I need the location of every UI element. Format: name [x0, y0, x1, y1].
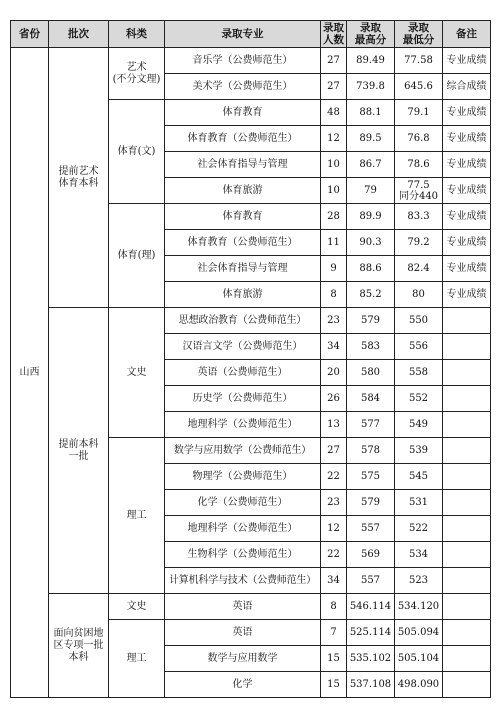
major-cell: 地理科学（公费师范生） — [165, 412, 321, 438]
max-score-cell: 86.7 — [347, 152, 395, 178]
major-cell: 体育教育 — [165, 100, 321, 126]
major-cell: 汉语言文学（公费师范生） — [165, 334, 321, 360]
category-cell: 文史 — [109, 308, 165, 438]
admission-table — [10, 20, 491, 698]
note-cell — [443, 490, 491, 516]
count-cell: 10 — [321, 178, 347, 204]
category-cell: 体育(理) — [109, 204, 165, 308]
note-cell: 专业成绩 — [443, 48, 491, 74]
min-score-cell: 82.4 — [395, 256, 443, 282]
count-cell: 9 — [321, 256, 347, 282]
note-cell — [443, 464, 491, 490]
count-cell: 12 — [321, 516, 347, 542]
min-score-cell: 645.6 — [395, 74, 443, 100]
note-cell — [443, 568, 491, 594]
min-score-cell: 78.6 — [395, 152, 443, 178]
count-cell: 22 — [321, 464, 347, 490]
major-cell: 英语 — [165, 620, 321, 646]
max-score-cell: 578 — [347, 438, 395, 464]
min-score-cell: 549 — [395, 412, 443, 438]
min-score-cell: 498.090 — [395, 672, 443, 698]
min-score-cell: 523 — [395, 568, 443, 594]
major-cell: 体育教育（公费师范生） — [165, 126, 321, 152]
max-score-cell: 546.114 — [347, 594, 395, 620]
min-score-cell: 83.3 — [395, 204, 443, 230]
major-cell: 社会体育指导与管理 — [165, 256, 321, 282]
batch-cell: 提前艺术 体育本科 — [49, 48, 109, 308]
count-cell: 8 — [321, 282, 347, 308]
count-cell: 27 — [321, 438, 347, 464]
major-cell: 社会体育指导与管理 — [165, 152, 321, 178]
max-score-cell: 537.108 — [347, 672, 395, 698]
count-cell: 10 — [321, 152, 347, 178]
max-score-cell: 569 — [347, 542, 395, 568]
note-cell — [443, 360, 491, 386]
note-cell: 综合成绩 — [443, 74, 491, 100]
min-score-cell: 552 — [395, 386, 443, 412]
major-cell: 体育教育 — [165, 204, 321, 230]
header-province: 省份 — [11, 21, 49, 48]
category-cell: 理工 — [109, 620, 165, 698]
max-score-cell: 583 — [347, 334, 395, 360]
note-cell: 专业成绩 — [443, 152, 491, 178]
major-cell: 化学 — [165, 672, 321, 698]
max-score-cell: 584 — [347, 386, 395, 412]
max-score-cell: 90.3 — [347, 230, 395, 256]
table-row — [11, 594, 491, 620]
note-cell — [443, 542, 491, 568]
category-cell: 体育(文) — [109, 100, 165, 204]
table-row — [11, 308, 491, 334]
count-cell: 11 — [321, 230, 347, 256]
major-cell: 数学与应用数学 — [165, 646, 321, 672]
note-cell: 专业成绩 — [443, 282, 491, 308]
max-score-cell: 525.114 — [347, 620, 395, 646]
min-score-cell: 539 — [395, 438, 443, 464]
max-score-cell: 577 — [347, 412, 395, 438]
min-score-cell: 505.104 — [395, 646, 443, 672]
min-score-cell: 80 — [395, 282, 443, 308]
header-max-score: 录取 最高分 — [347, 21, 395, 48]
min-score-cell: 77.58 — [395, 48, 443, 74]
note-cell: 专业成绩 — [443, 204, 491, 230]
major-cell: 生物科学（公费师范生） — [165, 542, 321, 568]
note-cell — [443, 516, 491, 542]
major-cell: 物理学（公费师范生） — [165, 464, 321, 490]
min-score-cell: 79.1 — [395, 100, 443, 126]
note-cell — [443, 438, 491, 464]
major-cell: 计算机科学与技术（公费师范生） — [165, 568, 321, 594]
max-score-cell: 580 — [347, 360, 395, 386]
min-score-cell: 522 — [395, 516, 443, 542]
major-cell: 化学（公费师范生） — [165, 490, 321, 516]
category-cell: 艺术 (不分文理) — [109, 48, 165, 100]
count-cell: 12 — [321, 126, 347, 152]
table-row — [11, 48, 491, 74]
major-cell: 美术学（公费师范生） — [165, 74, 321, 100]
count-cell: 23 — [321, 490, 347, 516]
count-cell: 27 — [321, 74, 347, 100]
batch-cell: 提前本科 一批 — [49, 308, 109, 594]
min-score-cell: 550 — [395, 308, 443, 334]
max-score-cell: 85.2 — [347, 282, 395, 308]
max-score-cell: 579 — [347, 308, 395, 334]
note-cell — [443, 594, 491, 620]
major-cell: 数学与应用数学（公费师范生） — [165, 438, 321, 464]
min-score-cell: 76.8 — [395, 126, 443, 152]
header-category: 科类 — [109, 21, 165, 48]
count-cell: 34 — [321, 568, 347, 594]
min-score-cell: 531 — [395, 490, 443, 516]
max-score-cell: 88.6 — [347, 256, 395, 282]
major-cell: 历史学（公费师范生） — [165, 386, 321, 412]
max-score-cell: 89.5 — [347, 126, 395, 152]
max-score-cell: 575 — [347, 464, 395, 490]
count-cell: 20 — [321, 360, 347, 386]
max-score-cell: 535.102 — [347, 646, 395, 672]
batch-cell: 面向贫困地 区专项一批 本科 — [49, 594, 109, 698]
note-cell: 专业成绩 — [443, 230, 491, 256]
count-cell: 34 — [321, 334, 347, 360]
max-score-cell: 79 — [347, 178, 395, 204]
major-cell: 体育旅游 — [165, 282, 321, 308]
category-cell: 理工 — [109, 438, 165, 594]
max-score-cell: 89.9 — [347, 204, 395, 230]
count-cell: 22 — [321, 542, 347, 568]
count-cell: 26 — [321, 386, 347, 412]
count-cell: 27 — [321, 48, 347, 74]
note-cell — [443, 620, 491, 646]
note-cell — [443, 646, 491, 672]
note-cell — [443, 672, 491, 698]
max-score-cell: 557 — [347, 568, 395, 594]
note-cell: 专业成绩 — [443, 100, 491, 126]
max-score-cell: 739.8 — [347, 74, 395, 100]
count-cell: 23 — [321, 308, 347, 334]
header-note: 备注 — [443, 21, 491, 48]
header-batch: 批次 — [49, 21, 109, 48]
province-cell: 山西 — [11, 48, 49, 698]
min-score-cell: 545 — [395, 464, 443, 490]
min-score-cell: 556 — [395, 334, 443, 360]
count-cell: 8 — [321, 594, 347, 620]
min-score-cell: 79.2 — [395, 230, 443, 256]
note-cell — [443, 386, 491, 412]
note-cell — [443, 308, 491, 334]
count-cell: 48 — [321, 100, 347, 126]
major-cell: 思想政治教育（公费师范生） — [165, 308, 321, 334]
min-score-cell: 534.120 — [395, 594, 443, 620]
note-cell: 专业成绩 — [443, 256, 491, 282]
major-cell: 英语（公费师范生） — [165, 360, 321, 386]
header-major: 录取专业 — [165, 21, 321, 48]
min-score-cell: 505.094 — [395, 620, 443, 646]
count-cell: 15 — [321, 672, 347, 698]
max-score-cell: 557 — [347, 516, 395, 542]
major-cell: 体育教育（公费师范生） — [165, 230, 321, 256]
header-min-score: 录取 最低分 — [395, 21, 443, 48]
count-cell: 7 — [321, 620, 347, 646]
min-score-cell: 558 — [395, 360, 443, 386]
note-cell: 专业成绩 — [443, 178, 491, 204]
count-cell: 28 — [321, 204, 347, 230]
header-count: 录取 人数 — [321, 21, 347, 48]
major-cell: 体育旅游 — [165, 178, 321, 204]
header-row — [11, 21, 491, 48]
min-score-cell: 77.5 同分440 — [395, 178, 443, 204]
category-cell: 文史 — [109, 594, 165, 620]
max-score-cell: 579 — [347, 490, 395, 516]
note-cell — [443, 334, 491, 360]
count-cell: 13 — [321, 412, 347, 438]
note-cell: 专业成绩 — [443, 126, 491, 152]
min-score-cell: 534 — [395, 542, 443, 568]
count-cell: 15 — [321, 646, 347, 672]
max-score-cell: 88.1 — [347, 100, 395, 126]
major-cell: 地理科学（公费师范生） — [165, 516, 321, 542]
max-score-cell: 89.49 — [347, 48, 395, 74]
major-cell: 英语 — [165, 594, 321, 620]
note-cell — [443, 412, 491, 438]
major-cell: 音乐学（公费师范生） — [165, 48, 321, 74]
